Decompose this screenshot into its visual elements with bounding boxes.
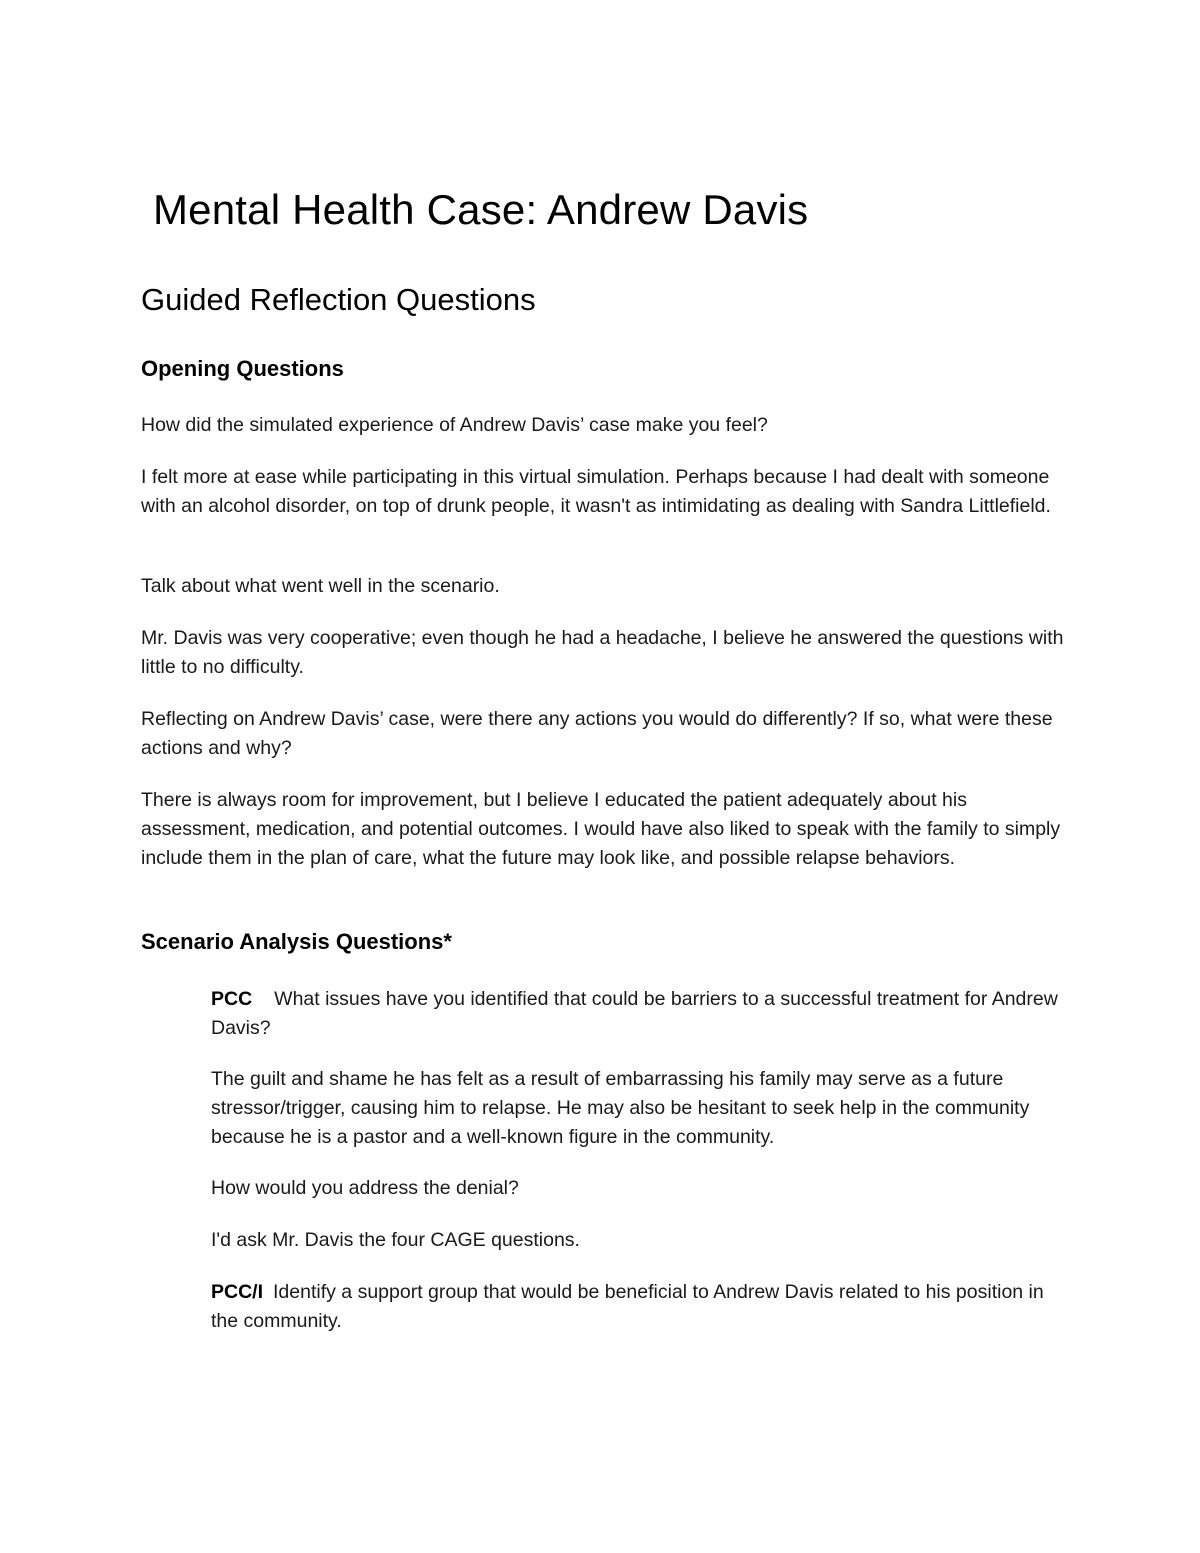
scenario-item-1-question-text: What issues have you identified that could be barriers to a successful treatment for Andrew Davis?: [211, 988, 1058, 1039]
scenario-analysis-heading: Scenario Analysis Questions*: [141, 929, 452, 954]
scenario-item-1-followup-answer: I'd ask Mr. Davis the four CAGE questions.: [211, 1229, 580, 1251]
scenario-item-2-question: [211, 1278, 1066, 1336]
document-title: Mental Health Case: Andrew Davis: [153, 186, 809, 233]
scenario-item-2-code: PCC/I: [211, 1281, 264, 1303]
scenario-item-1-code: PCC: [211, 988, 253, 1010]
opening-question-1: How did the simulated experience of Andrew Davis’ case make you feel?: [141, 414, 768, 436]
opening-questions-heading: Opening Questions: [141, 356, 344, 381]
scenario-item-2-question-text: Identify a support group that would be beneficial to Andrew Davis related to his position in the community.: [211, 1281, 1044, 1332]
section-heading: Guided Reflection Questions: [141, 282, 536, 317]
scenario-item-1-answer: The guilt and shame he has felt as a result of embarrassing his family may serve as a future stressor/trigger, causing him to relapse. He may also be hesitant to seek help in the community because he is a pastor and a well-known figure in the community.: [211, 1068, 1030, 1148]
opening-question-3: Reflecting on Andrew Davis’ case, were there any actions you would do differently? If so, what were these actions and why?: [141, 708, 1053, 759]
opening-answer-1: I felt more at ease while participating in this virtual simulation. Perhaps because I had dealt with someone with an alcohol disorder, on top of drunk people, it wasn't as intimidating as dealing with Sandra Littlefield.: [141, 466, 1051, 517]
scenario-item-1-followup-question: How would you address the denial?: [211, 1177, 519, 1199]
opening-question-2: Talk about what went well in the scenario.: [141, 575, 500, 597]
opening-answer-2: Mr. Davis was very cooperative; even though he had a headache, I believe he answered the questions with little to no difficulty.: [141, 627, 1064, 678]
scenario-item-1-question: [211, 985, 1066, 1043]
opening-answer-3: There is always room for improvement, but I believe I educated the patient adequately about his assessment, medication, and potential outcomes. I would have also liked to speak with the family to simply include them in the plan of care, what the future may look like, and possible relapse behaviors.: [141, 789, 1061, 869]
